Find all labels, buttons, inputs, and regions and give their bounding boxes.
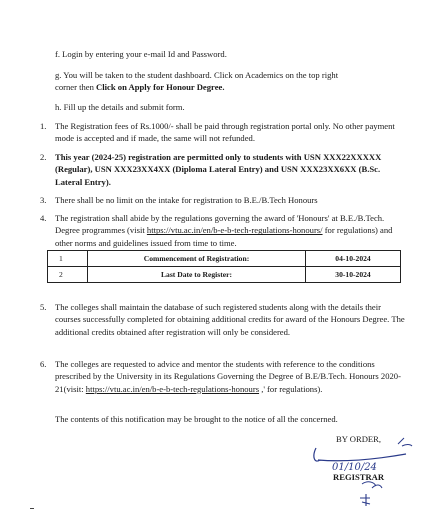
item-text-part: The registration shall abide by the regulations governing the award of 'Honours' at B.E./B.Tech. Degree programmes (visit — [55, 213, 385, 236]
table-cell-label: Last Date to Register: — [88, 267, 306, 283]
step-g-line1: g. You will be taken to the student dashboard. Click on Academics on the top right — [55, 70, 339, 80]
table-cell-label: Commencement of Registration: — [88, 251, 306, 267]
registrar-signature — [302, 430, 422, 510]
table-cell-value: 30-10-2024 — [306, 267, 401, 283]
step-g-prefix: corner then — [55, 82, 97, 92]
item-text: There shall be no limit on the intake for registration to B.E./B.Tech Honours — [55, 195, 318, 205]
closing-note: The contents of this notification may be brought to the notice of all the concerned. — [55, 414, 338, 424]
by-order: BY ORDER, — [336, 434, 382, 444]
item-number: 1. — [40, 121, 47, 131]
item-text — [55, 358, 405, 395]
item-number: 2. — [40, 152, 47, 162]
scan-mark — [30, 508, 34, 509]
item-number: 3. — [40, 195, 47, 205]
step-g-bold: Click on Apply for Honour Degree. — [96, 82, 225, 92]
item-text: The Registration fees of Rs.1000/- shall be paid through registration portal only. No other payment mode is accepted and if made, the same will not refunded. — [55, 121, 395, 144]
table-cell-value: 04-10-2024 — [306, 251, 401, 267]
step-f: f. Login by entering your e-mail Id and Password. — [55, 49, 227, 59]
item-text-part: for regulations) and other norms and guidelines issued from time to time. — [55, 225, 393, 248]
step-h: h. Fill up the details and submit form. — [55, 102, 185, 112]
item-text-part: The colleges are requested to advice and mentor the students with reference to the conditions prescribed by the University in its Regulations Governing the Degree of B.E/B.Tech. Honours 2020-21(visit: — [55, 359, 401, 394]
item-number: 5. — [40, 302, 47, 312]
signature-date-handwriting: 01/10/24 — [332, 462, 377, 473]
item-text — [55, 212, 405, 249]
table-row — [48, 251, 401, 267]
item-number: 4. — [40, 213, 47, 223]
table-row — [48, 267, 401, 283]
table-cell-sn: 2 — [48, 267, 88, 283]
regulations-link[interactable]: https://vtu.ac.in/en/b-e-b-tech-regulations-honours/ — [146, 225, 323, 236]
table-cell-sn: 1 — [48, 251, 88, 267]
regulations-link[interactable]: https://vtu.ac.in/en/b-e-b-tech-regulations-honours — [85, 383, 260, 394]
registrar-title: REGISTRAR — [333, 472, 385, 482]
step-g-line2 — [55, 81, 224, 93]
item-number: 6. — [40, 359, 47, 369]
item-text-part: ,' for regulations). — [259, 383, 323, 394]
registration-dates-table — [47, 250, 401, 283]
item-text: The colleges shall maintain the database of such registered students along with the details their courses successfully completed for obtaining additional credits for award of the Honours Degree. The additional credits obtained after registration will only be considered. — [55, 302, 405, 337]
item-text: This year (2024-25) registration are permitted only to students with USN XXX22XXXXX (Regular), USN XXX23XX4XX (Diploma Lateral Entry) and USN XXX23XX6XX (B.Sc. Lateral Entry). — [55, 152, 382, 187]
